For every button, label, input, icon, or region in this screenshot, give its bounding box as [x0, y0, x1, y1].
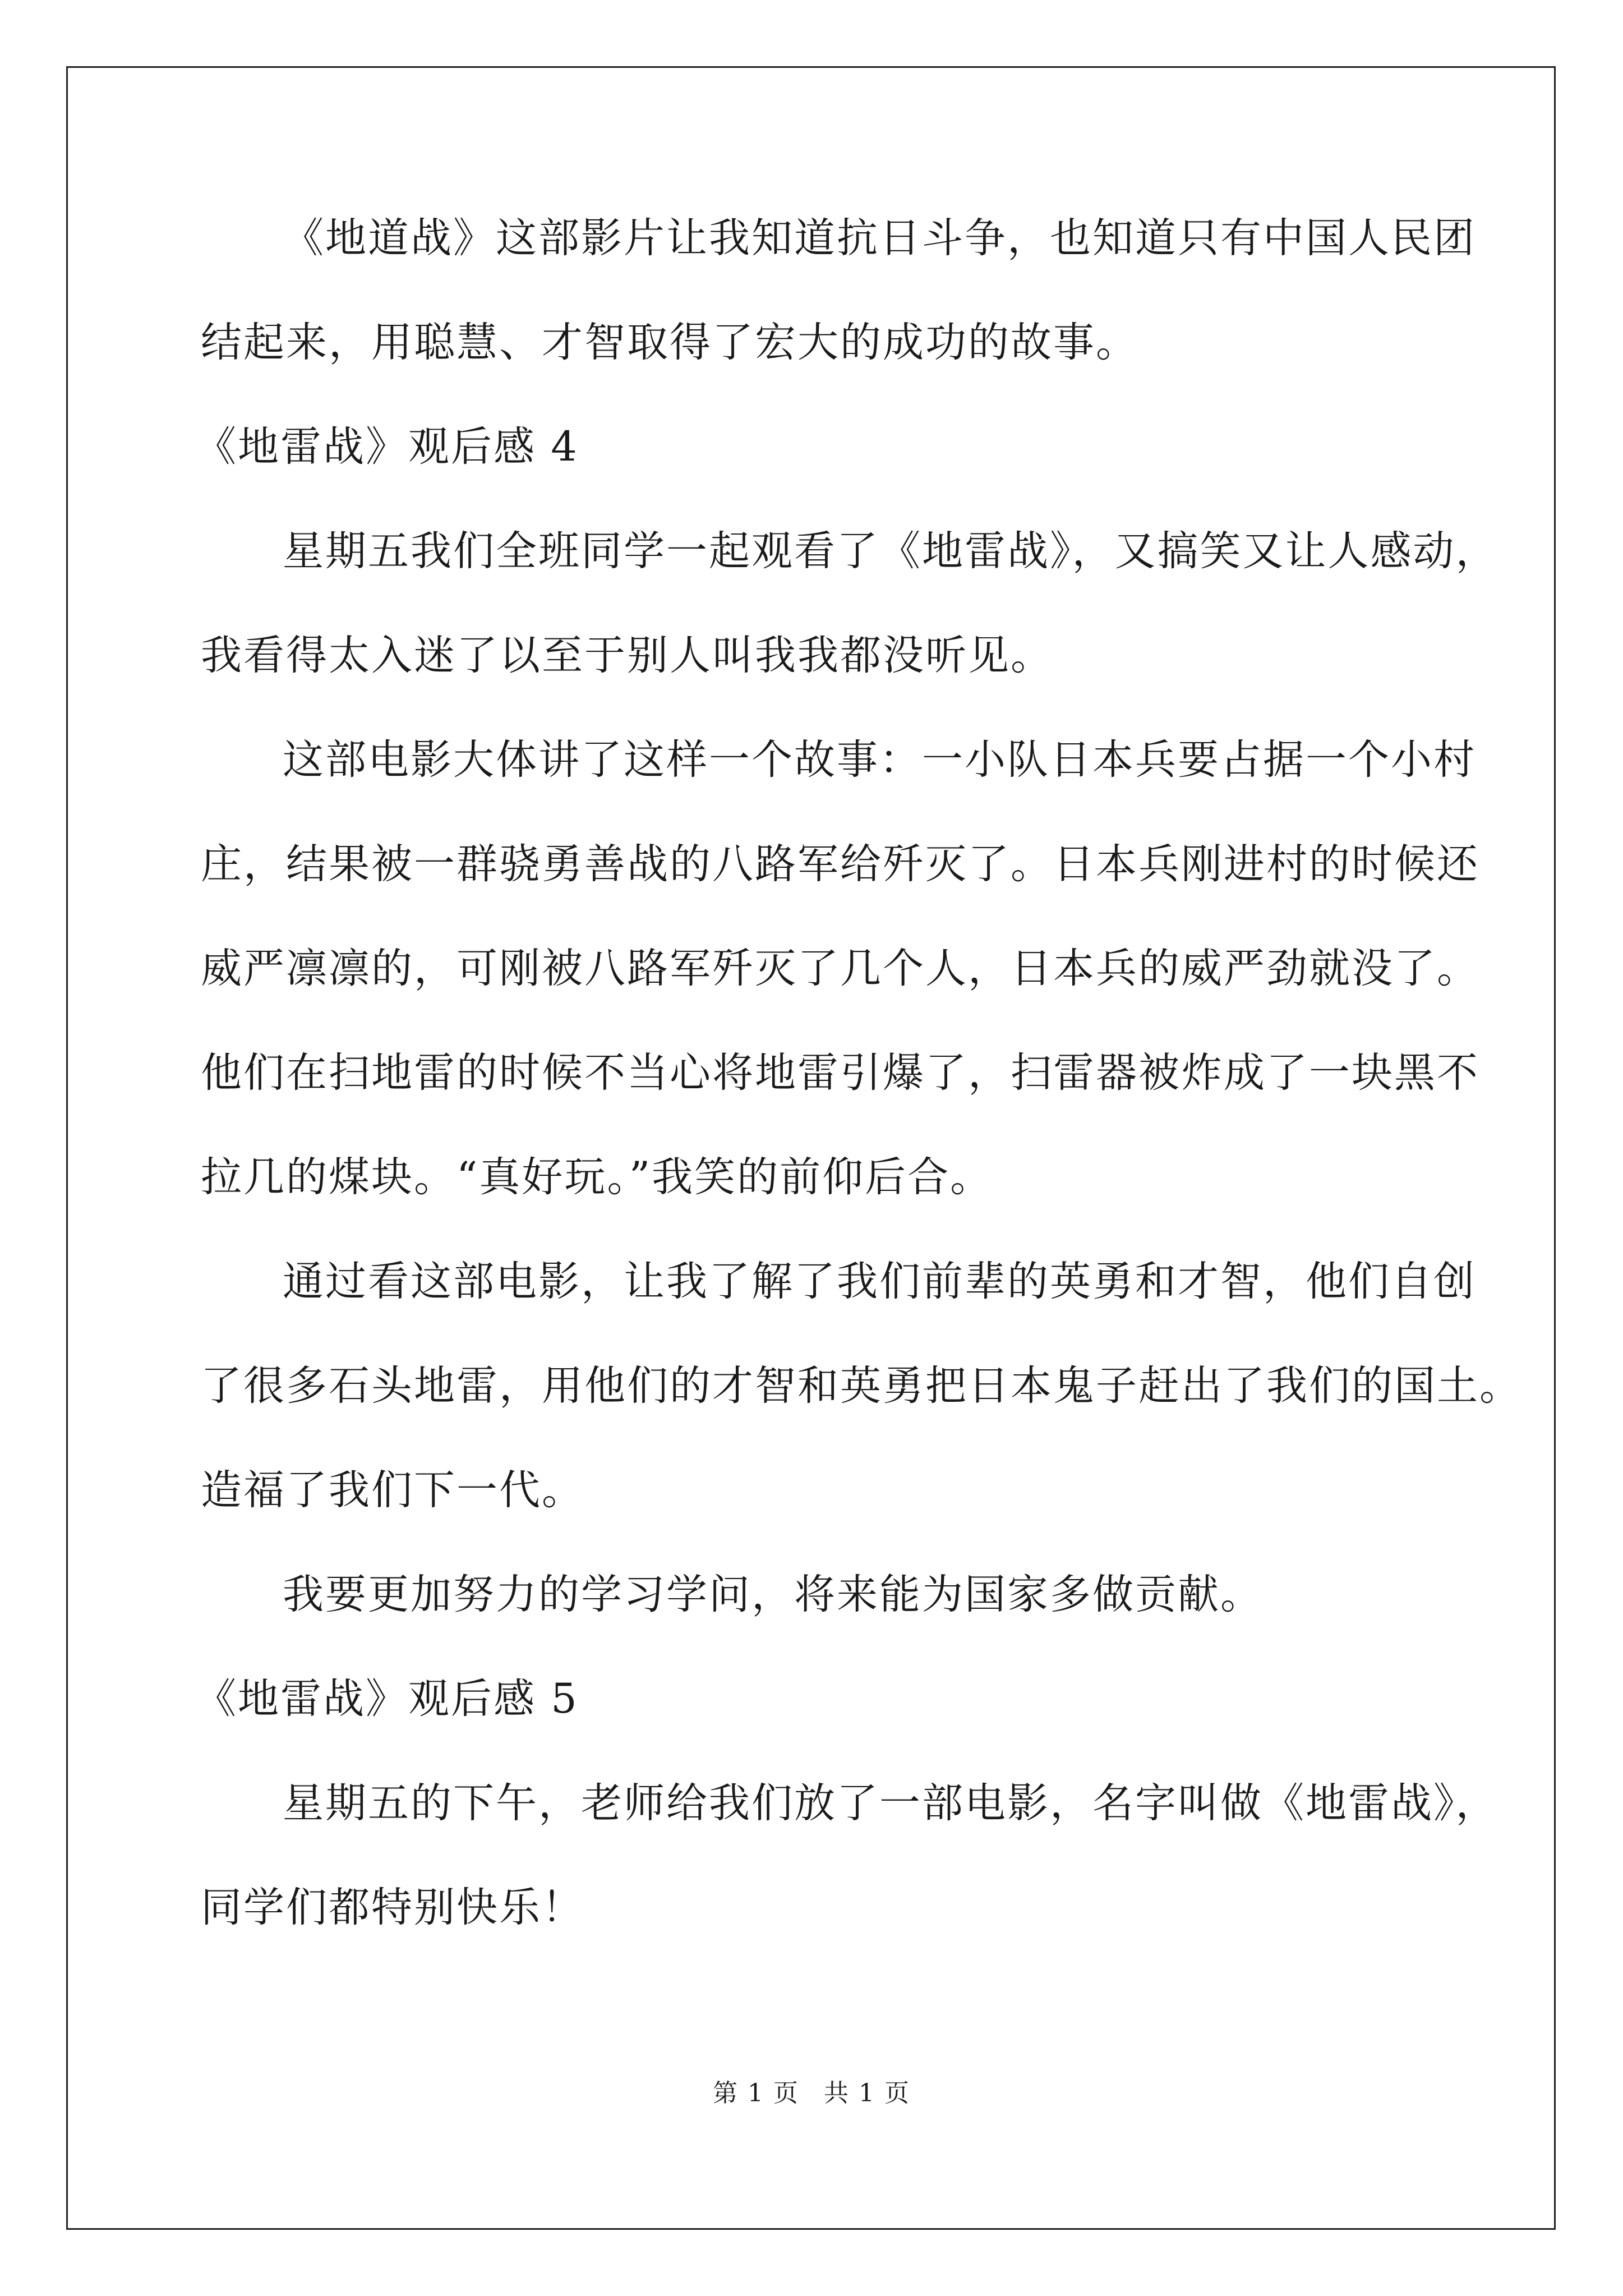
paragraph-line: 庄，结果被一群骁勇善战的八路军给歼灭了。日本兵刚进村的时候还 [201, 840, 1479, 888]
paragraph-line: 通过看这部电影，让我了解了我们前辈的英勇和才智，他们自创 [283, 1258, 1476, 1305]
paragraph-line: 《地道战》这部影片让我知道抗日斗争，也知道只有中国人民团 [283, 214, 1476, 262]
paragraph-line: 同学们都特别快乐！ [201, 1884, 584, 1931]
paragraph-line: 星期五我们全班同学一起观看了《地雷战》，又搞笑又让人感动， [283, 527, 1498, 575]
paragraph-line: 拉几的煤块。“真好玩。”我笑的前仰后合。 [201, 1153, 993, 1201]
paragraph-line: 星期五的下午，老师给我们放了一部电影，名字叫做《地雷战》， [283, 1779, 1498, 1827]
paragraph-line: 了很多石头地雷，用他们的才智和英勇把日本鬼子赶出了我们的国土。 [201, 1362, 1522, 1410]
paragraph-line: 威严凛凛的，可刚被八路军歼灭了几个人，日本兵的威严劲就没了。 [201, 945, 1479, 992]
page-footer [0, 2077, 1623, 2110]
paragraph-line: 我要更加努力的学习学问，将来能为国家多做贡献。 [283, 1571, 1263, 1618]
paragraph-line: 这部电影大体讲了这样一个故事：一小队日本兵要占据一个小村 [283, 736, 1476, 784]
paragraph-line: 他们在扫地雷的时候不当心将地雷引爆了，扫雷器被炸成了一块黑不 [201, 1049, 1479, 1097]
paragraph-line: 结起来，用聪慧、才智取得了宏大的成功的故事。 [201, 319, 1138, 366]
section-heading: 《地雷战》观后感 4 [195, 423, 579, 471]
paragraph-line: 造福了我们下一代。 [201, 1466, 584, 1514]
page-number-current: 第 1 页 [713, 2079, 799, 2108]
section-heading: 《地雷战》观后感 5 [195, 1675, 579, 1723]
page-number-total: 共 1 页 [824, 2079, 910, 2108]
paragraph-line: 我看得太入迷了以至于别人叫我我都没听见。 [201, 632, 1053, 679]
